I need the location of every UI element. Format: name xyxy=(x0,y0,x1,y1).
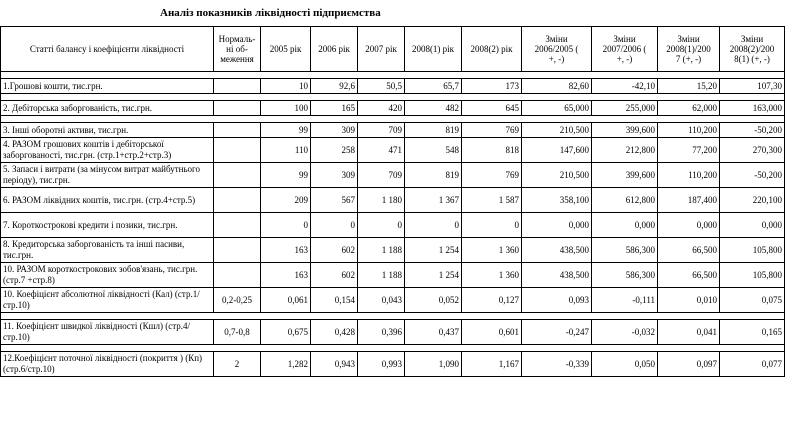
row-label[interactable]: 10. РАЗОМ короткострокових зобов'язань, тис.грн. (стр.7 +стр.8) xyxy=(1,263,214,288)
value-cell[interactable]: 0,043 xyxy=(358,288,405,313)
value-cell[interactable]: 0,000 xyxy=(658,213,720,238)
value-cell[interactable]: 105,800 xyxy=(720,238,785,263)
value-cell[interactable]: 100 xyxy=(261,101,311,116)
table-row xyxy=(1,188,785,213)
value-cell[interactable]: 1,090 xyxy=(405,352,462,377)
value-cell[interactable]: 92,6 xyxy=(311,79,358,94)
value-cell[interactable]: -0,111 xyxy=(592,288,658,313)
row-label[interactable]: 2. Дебіторська заборгованість, тис.грн. xyxy=(1,101,214,116)
value-cell[interactable]: 0,061 xyxy=(261,288,311,313)
row-norm[interactable] xyxy=(214,163,261,188)
value-cell[interactable]: 0,675 xyxy=(261,320,311,345)
row-norm[interactable] xyxy=(214,123,261,138)
header-cell-2006[interactable]: 2006 рік xyxy=(311,27,358,72)
value-cell[interactable]: 105,800 xyxy=(720,263,785,288)
value-cell[interactable]: 212,800 xyxy=(592,138,658,163)
table-row xyxy=(1,123,785,138)
value-cell[interactable]: 15,20 xyxy=(658,79,720,94)
value-cell[interactable]: 0,093 xyxy=(522,288,592,313)
table-row xyxy=(1,101,785,116)
table-row xyxy=(1,320,785,345)
value-cell[interactable]: 163 xyxy=(261,238,311,263)
value-cell[interactable]: 0 xyxy=(405,213,462,238)
value-cell[interactable]: 0,041 xyxy=(658,320,720,345)
value-cell[interactable]: 0,428 xyxy=(311,320,358,345)
value-cell[interactable]: 0,010 xyxy=(658,288,720,313)
row-norm[interactable] xyxy=(214,101,261,116)
value-cell[interactable]: 399,600 xyxy=(592,123,658,138)
value-cell[interactable]: 0,077 xyxy=(720,352,785,377)
value-cell[interactable]: 10 xyxy=(261,79,311,94)
value-cell[interactable]: 0,000 xyxy=(522,213,592,238)
value-cell[interactable]: -50,200 xyxy=(720,123,785,138)
value-cell[interactable]: 709 xyxy=(358,123,405,138)
value-cell[interactable]: 66,500 xyxy=(658,263,720,288)
value-cell[interactable]: 77,200 xyxy=(658,138,720,163)
row-norm[interactable]: 2 xyxy=(214,352,261,377)
table-row xyxy=(1,138,785,163)
row-norm[interactable] xyxy=(214,79,261,94)
table-row xyxy=(1,288,785,313)
row-norm[interactable]: 0,7-0,8 xyxy=(214,320,261,345)
liquidity-table xyxy=(0,26,785,377)
value-cell[interactable]: 602 xyxy=(311,263,358,288)
value-cell[interactable]: 163,000 xyxy=(720,101,785,116)
header-row xyxy=(1,27,785,72)
value-cell[interactable]: 0,000 xyxy=(592,213,658,238)
value-cell[interactable]: 1 180 xyxy=(358,188,405,213)
value-cell[interactable]: -42,10 xyxy=(592,79,658,94)
sheet-title: Аналіз показників ліквідності підприємства xyxy=(160,7,381,19)
row-norm[interactable] xyxy=(214,138,261,163)
spacer-cell xyxy=(1,116,785,123)
value-cell[interactable]: 471 xyxy=(358,138,405,163)
value-cell[interactable]: 1,167 xyxy=(462,352,522,377)
value-cell[interactable]: 110,200 xyxy=(658,163,720,188)
value-cell[interactable]: 612,800 xyxy=(592,188,658,213)
value-cell[interactable]: 482 xyxy=(405,101,462,116)
row-label[interactable]: 8. Кредиторська заборгованість та інші пасиви, тис.грн. xyxy=(1,238,214,263)
value-cell[interactable]: 173 xyxy=(462,79,522,94)
value-cell[interactable]: 209 xyxy=(261,188,311,213)
value-cell[interactable]: -0,247 xyxy=(522,320,592,345)
value-cell[interactable]: 1 254 xyxy=(405,263,462,288)
row-norm[interactable] xyxy=(214,263,261,288)
value-cell[interactable]: 258 xyxy=(311,138,358,163)
row-label[interactable]: 7. Короткострокові кредити і позики, тис.грн. xyxy=(1,213,214,238)
value-cell[interactable]: 548 xyxy=(405,138,462,163)
value-cell[interactable]: 0,000 xyxy=(720,213,785,238)
row-label[interactable]: 4. РАЗОМ грошових коштів і дебіторської заборгованості, тис.грн. (стр.1+стр.2+стр.3) xyxy=(1,138,214,163)
table-row xyxy=(1,213,785,238)
value-cell[interactable]: 0,437 xyxy=(405,320,462,345)
value-cell[interactable]: 99 xyxy=(261,123,311,138)
value-cell[interactable]: 567 xyxy=(311,188,358,213)
value-cell[interactable]: 62,000 xyxy=(658,101,720,116)
value-cell[interactable]: 645 xyxy=(462,101,522,116)
value-cell[interactable]: 65,000 xyxy=(522,101,592,116)
value-cell[interactable]: -0,339 xyxy=(522,352,592,377)
table-row xyxy=(1,352,785,377)
value-cell[interactable]: 107,30 xyxy=(720,79,785,94)
value-cell[interactable]: 0 xyxy=(311,213,358,238)
table-row xyxy=(1,263,785,288)
value-cell[interactable]: 0,052 xyxy=(405,288,462,313)
row-label[interactable]: 10. Коефіцієнт абсолютної ліквідності (Кал) (стр.1/стр.10) xyxy=(1,288,214,313)
value-cell[interactable]: 399,600 xyxy=(592,163,658,188)
value-cell[interactable]: -50,200 xyxy=(720,163,785,188)
value-cell[interactable]: 438,500 xyxy=(522,238,592,263)
header-cell-change-3[interactable]: Зміни 2008(1)/200 7 (+, -) xyxy=(658,27,720,72)
value-cell[interactable]: 1 360 xyxy=(462,238,522,263)
value-cell[interactable]: 1,282 xyxy=(261,352,311,377)
row-norm[interactable] xyxy=(214,213,261,238)
header-cell-change-2[interactable]: Зміни 2007/2006 ( +, -) xyxy=(592,27,658,72)
value-cell[interactable]: 309 xyxy=(311,163,358,188)
value-cell[interactable]: 255,000 xyxy=(592,101,658,116)
value-cell[interactable]: 110,200 xyxy=(658,123,720,138)
row-label[interactable]: 6. РАЗОМ ліквідних коштів, тис.грн. (стр.4+стр.5) xyxy=(1,188,214,213)
value-cell[interactable]: 709 xyxy=(358,163,405,188)
value-cell[interactable]: 0,993 xyxy=(358,352,405,377)
value-cell[interactable]: 1 587 xyxy=(462,188,522,213)
value-cell[interactable]: 1 188 xyxy=(358,238,405,263)
value-cell[interactable]: 420 xyxy=(358,101,405,116)
value-cell[interactable]: 586,300 xyxy=(592,263,658,288)
value-cell[interactable]: 0,075 xyxy=(720,288,785,313)
value-cell[interactable]: 0,943 xyxy=(311,352,358,377)
value-cell[interactable]: 438,500 xyxy=(522,263,592,288)
value-cell[interactable]: 1 367 xyxy=(405,188,462,213)
value-cell[interactable]: -0,032 xyxy=(592,320,658,345)
value-cell[interactable]: 270,300 xyxy=(720,138,785,163)
value-cell[interactable]: 82,60 xyxy=(522,79,592,94)
table-row xyxy=(1,238,785,263)
value-cell[interactable]: 819 xyxy=(405,123,462,138)
row-label[interactable]: 1.Грошові кошти, тис.грн. xyxy=(1,79,214,94)
header-cell-change-4[interactable]: Зміни 2008(2)/200 8(1) (+, -) xyxy=(720,27,785,72)
value-cell[interactable]: 586,300 xyxy=(592,238,658,263)
header-cell-2008-2[interactable]: 2008(2) рік xyxy=(462,27,522,72)
value-cell[interactable]: 0,165 xyxy=(720,320,785,345)
value-cell[interactable]: 309 xyxy=(311,123,358,138)
value-cell[interactable]: 358,100 xyxy=(522,188,592,213)
value-cell[interactable]: 50,5 xyxy=(358,79,405,94)
row-norm[interactable] xyxy=(214,188,261,213)
row-label[interactable]: 3. Інші оборотні активи, тис.грн. xyxy=(1,123,214,138)
value-cell[interactable]: 0,097 xyxy=(658,352,720,377)
value-cell[interactable]: 0 xyxy=(261,213,311,238)
table-row xyxy=(1,163,785,188)
value-cell[interactable]: 0,127 xyxy=(462,288,522,313)
value-cell[interactable]: 0,396 xyxy=(358,320,405,345)
value-cell[interactable]: 769 xyxy=(462,163,522,188)
value-cell[interactable]: 0 xyxy=(358,213,405,238)
value-cell[interactable]: 210,500 xyxy=(522,123,592,138)
value-cell[interactable]: 220,100 xyxy=(720,188,785,213)
header-cell-2005[interactable]: 2005 рік xyxy=(261,27,311,72)
value-cell[interactable]: 769 xyxy=(462,123,522,138)
spacer-cell xyxy=(1,345,785,352)
spacer-cell xyxy=(1,72,785,79)
value-cell[interactable]: 147,600 xyxy=(522,138,592,163)
row-label[interactable]: 12.Коефіцієнт поточної ліквідності (покриття ) (Кп) (стр.6/стр.10) xyxy=(1,352,214,377)
value-cell[interactable]: 819 xyxy=(405,163,462,188)
row-norm[interactable]: 0,2-0,25 xyxy=(214,288,261,313)
value-cell[interactable]: 210,500 xyxy=(522,163,592,188)
value-cell[interactable]: 602 xyxy=(311,238,358,263)
value-cell[interactable]: 99 xyxy=(261,163,311,188)
spacer-cell xyxy=(1,313,785,320)
header-cell-2007[interactable]: 2007 рік xyxy=(358,27,405,72)
header-cell-norm[interactable]: Нормаль- ні об- меження xyxy=(214,27,261,72)
header-cell-2008-1[interactable]: 2008(1) рік xyxy=(405,27,462,72)
value-cell[interactable]: 0,050 xyxy=(592,352,658,377)
header-cell-label[interactable]: Статті балансу і коефіцієнти ліквідності xyxy=(1,27,214,72)
header-cell-change-1[interactable]: Зміни 2006/2005 ( +, -) xyxy=(522,27,592,72)
value-cell[interactable]: 818 xyxy=(462,138,522,163)
value-cell[interactable]: 1 188 xyxy=(358,263,405,288)
row-label[interactable]: 5. Запаси і витрати (за мінусом витрат майбутнього періоду), тис.грн. xyxy=(1,163,214,188)
value-cell[interactable]: 110 xyxy=(261,138,311,163)
value-cell[interactable]: 187,400 xyxy=(658,188,720,213)
value-cell[interactable]: 65,7 xyxy=(405,79,462,94)
value-cell[interactable]: 0 xyxy=(462,213,522,238)
row-norm[interactable] xyxy=(214,238,261,263)
value-cell[interactable]: 1 254 xyxy=(405,238,462,263)
spacer-cell xyxy=(1,94,785,101)
value-cell[interactable]: 66,500 xyxy=(658,238,720,263)
value-cell[interactable]: 163 xyxy=(261,263,311,288)
row-label[interactable]: 11. Коефіцієнт швидкої ліквідності (Кшл) (стр.4/стр.10) xyxy=(1,320,214,345)
value-cell[interactable]: 0,601 xyxy=(462,320,522,345)
value-cell[interactable]: 0,154 xyxy=(311,288,358,313)
value-cell[interactable]: 1 360 xyxy=(462,263,522,288)
table-row xyxy=(1,79,785,94)
value-cell[interactable]: 165 xyxy=(311,101,358,116)
